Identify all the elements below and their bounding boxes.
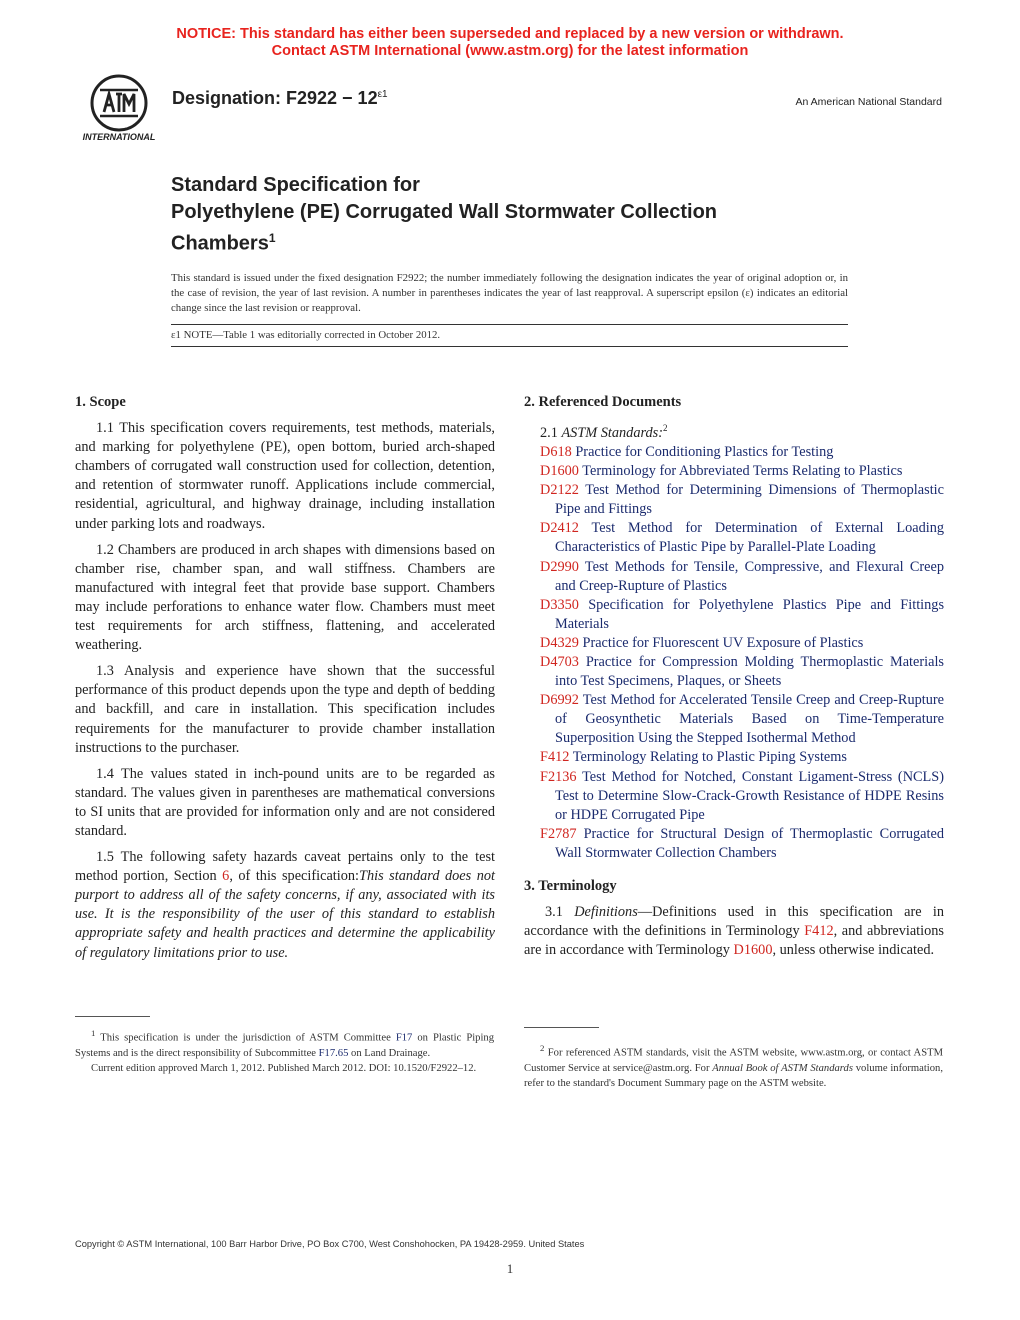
reference-item[interactable]: F412 Terminology Relating to Plastic Piping Systems [540, 749, 847, 766]
safety-caveat: This standard does not purport to address all of the safety concerns, if any, associated with its use. It is the responsibility of the user of this standard to establish appropriate safety and health practices and determine the applicability of regulatory limitations prior to use. [75, 868, 495, 961]
logo-wordmark: INTERNATIONAL [82, 132, 156, 142]
reference-item[interactable]: F2136 Test Method for Notched, Constant Ligament-Stress (NCLS) Test to Determine Slow-Crack-Growth Resistance of HDPE Resins or HDPE Corrugated Pipe [540, 768, 944, 823]
f412-link[interactable]: F412 [804, 923, 834, 940]
terminology-para-3-1: 3.1 Definitions—Definitions used in this specification are in accordance with the definitions in Terminology F412, and abbreviations are in accordance with Terminology D1600, unless otherwise indicated. [524, 904, 945, 959]
reference-item[interactable]: D4703 Practice for Compression Molding Thermoplastic Materials into Test Specimens, Plaques, or Sheets [540, 653, 944, 690]
scope-para-1-1: 1.1 This specification covers requirements, test methods, materials, and marking for polyethylene (PE), open bottom, buried arch-shaped chambers of corrugated wall construction used for collection, detention, and retention of stormwater runoff. Applications include commercial, residential, agricultural, and highway drainage, including installation under parking lots and roadways. [75, 420, 495, 532]
astm-logo-icon [78, 72, 160, 144]
reference-list [524, 443, 944, 863]
astm-standards-label: 2.1 ASTM Standards:$^2$ [540, 423, 668, 441]
footnote-rule-left [75, 1016, 150, 1017]
copyright: Copyright © ASTM International, 100 Barr Harbor Drive, PO Box C700, West Conshohocken, PA 19428-2959. United States [75, 1239, 585, 1249]
withdrawal-notice [0, 26, 1020, 60]
reference-item[interactable]: D1600 Terminology for Abbreviated Terms Relating to Plastics [540, 463, 903, 480]
reference-item[interactable]: F2787 Practice for Structural Design of Thermoplastic Corrugated Wall Stormwater Collection Chambers [540, 825, 944, 861]
reference-item[interactable]: D2412 Test Method for Determination of External Loading Characteristics of Plastic Pipe by Parallel-Plate Loading [540, 520, 944, 556]
reference-item[interactable]: D2990 Test Methods for Tensile, Compressive, and Flexural Creep and Creep-Rupture of Plastics [540, 558, 944, 594]
f17-link[interactable]: F17 [395, 1032, 413, 1044]
reference-item[interactable]: D4329 Practice for Fluorescent UV Exposure of Plastics [540, 634, 864, 651]
reference-item[interactable]: D3350 Specification for Polyethylene Plastics Pipe and Fittings Materials [540, 596, 945, 632]
section-heading-terminology: 3. Terminology [524, 878, 617, 895]
american-national-standard-label: An American National Standard [795, 96, 942, 108]
scope-para-1-2: 1.2 Chambers are produced in arch shapes with dimensions based on chamber rise, chamber span, and wall stiffness. Chambers are manufactured with integral feet that provide base support. Chambers may include perforations to enhance water flow. Chambers must meet test requirements for arch stiffness, flattening, and accelerated weathering. [75, 541, 495, 654]
reference-item[interactable]: D2122 Test Method for Determining Dimensions of Thermoplastic Pipe and Fittings [540, 482, 944, 518]
divider-bottom [171, 346, 848, 347]
scope-para-1-4: 1.4 The values stated in inch-pound units are to be regarded as standard. The values given in parentheses are mathematical conversions to SI units that are provided for information only and are not considered standard. [75, 765, 495, 839]
editorial-note: ε1 NOTE—Table 1 was editorially corrected in October 2012. [171, 329, 441, 341]
left-column [75, 393, 495, 970]
scope-para-1-5: 1.5 The following safety hazards caveat pertains only to the test method portion, Section 6, of this specification:This standard does not purport to address all of the safety concerns, if any, associated with its use. It is the responsibility of the user of this standard to establish appropriate safety and health practices and determine the applicability of regulatory limitations prior to use. [75, 849, 495, 961]
preamble: This standard is issued under the fixed designation F2922; the number immediately following the designation indicates the year of original adoption or, in the case of revision, the year of last revision. A number in parentheses indicates the year of last reapproval. A superscript epsilon (ε) indicates an editorial change since the last revision or reapproval. [171, 272, 848, 315]
designation: Designation: $F2922 - 12^{\varepsilon 1}$ [172, 88, 388, 108]
reference-item[interactable]: D6992 Test Method for Accelerated Tensile Creep and Creep-Rupture of Geosynthetic Materials Based on Time-Temperature Superposition Using the Stepped Isothermal Method [540, 692, 944, 747]
right-column [524, 393, 944, 967]
footnote-rule-right [524, 1027, 599, 1028]
d1600-link[interactable]: D1600 [733, 942, 773, 959]
reference-item[interactable]: D618 Practice for Conditioning Plastics for Testing [540, 443, 834, 460]
section-heading-references: 2. Referenced Documents [524, 394, 682, 410]
footnote-1: $^1$ This specification is under the jurisdiction of ASTM Committee F17 on Plastic Piping Systems and is the direct responsibility of Subcommittee F17.65 on Land Drainage. Current edition approved March 1, 2012. Published March 2012. DOI: 10.1520/F2922–12. [75, 1028, 494, 1075]
document-title: Standard Specification for Polyethylene (PE) Corrugated Wall Stormwater Collection Chambers$^1$ [171, 174, 718, 255]
notice-line-2: Contact ASTM International (www.astm.org) for the latest information [271, 43, 749, 59]
f17-65-link[interactable]: F17.65 [318, 1047, 349, 1059]
footnote-2: $^2$ For referenced ASTM standards, visit the ASTM website, www.astm.org, or contact ASTM Customer Service at service@astm.org. For Annual Book of ASTM Standards volume information, refer to the standard's Document Summary page on the ASTM website. [524, 1043, 943, 1090]
scope-para-1-3: 1.3 Analysis and experience have shown that the successful performance of this product depends upon the type and depth of bedding and backfill, and care in installation. This specification includes requirements for the manufacturer to provide chamber installation instructions to the purchaser. [75, 663, 495, 756]
section-heading-scope: 1. Scope [75, 394, 126, 410]
section-6-link[interactable]: 6 [222, 868, 230, 885]
divider-top [171, 324, 848, 325]
notice-line-1: NOTICE: This standard has either been superseded and replaced by a new version or withdrawn. [176, 26, 844, 42]
page-number: 1 [506, 1261, 514, 1276]
